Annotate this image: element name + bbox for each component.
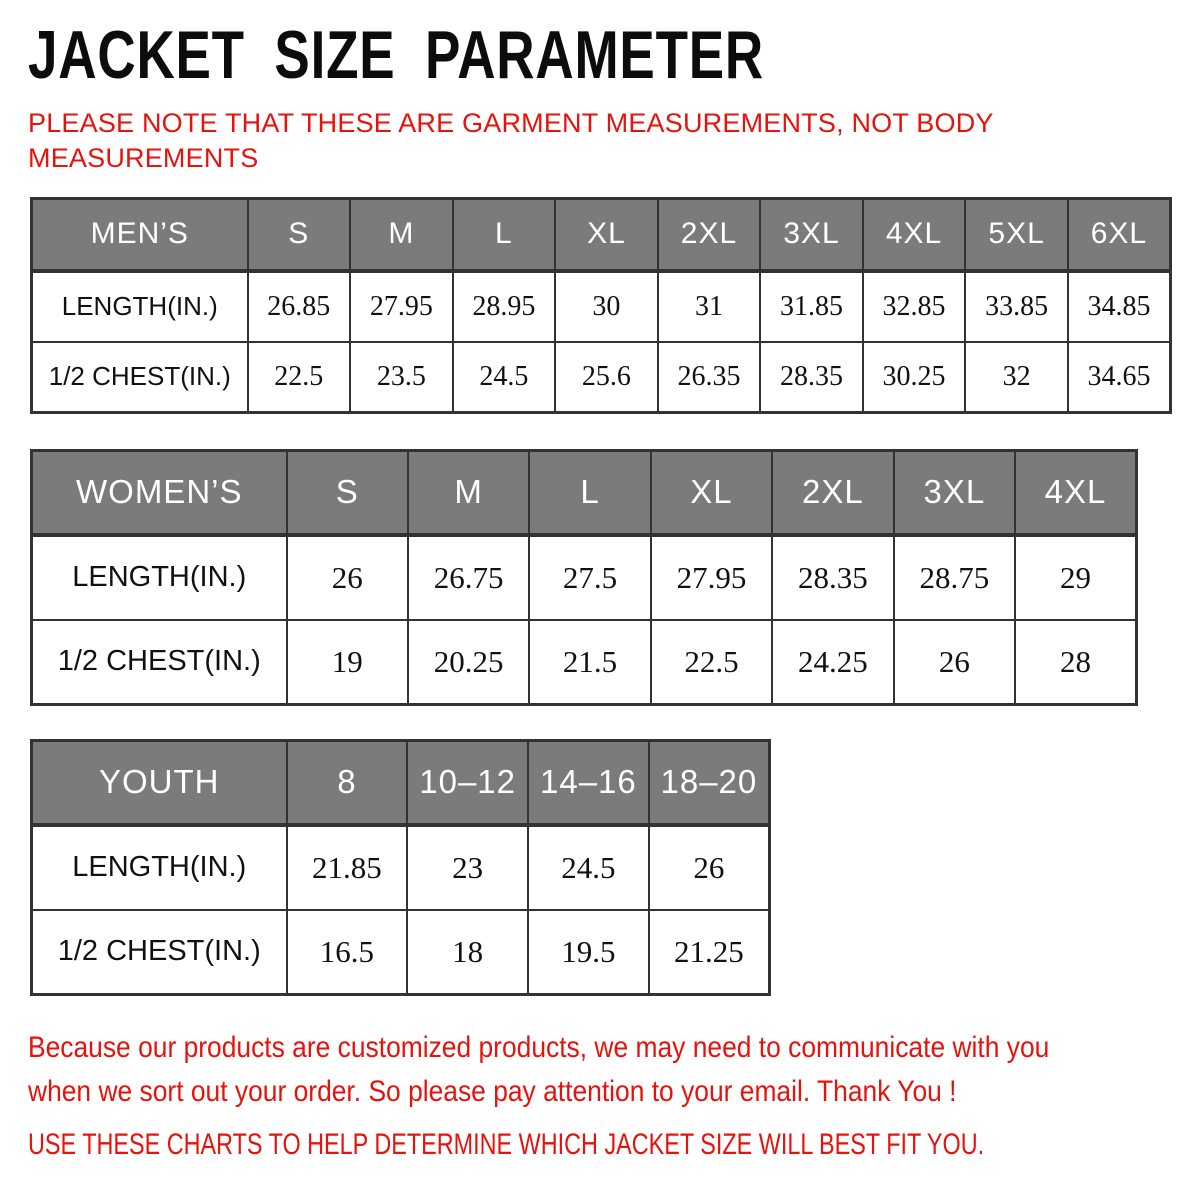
mens-table-title-cell: MEN’S [32, 199, 248, 271]
measurement-cell: 16.5 [287, 910, 408, 995]
size-header-cell: 10–12 [407, 741, 528, 825]
measurement-cell: 34.85 [1068, 271, 1171, 342]
youth-size-table [30, 739, 771, 996]
row-label-cell: LENGTH(IN.) [32, 825, 287, 910]
size-header-cell: M [350, 199, 453, 271]
size-header-cell: L [453, 199, 556, 271]
row-label-cell: 1/2 CHEST(IN.) [32, 910, 287, 995]
womens-table-title-cell: WOMEN’S [32, 451, 287, 535]
measurement-cell: 33.85 [965, 271, 1068, 342]
measurement-cell: 20.25 [408, 620, 529, 705]
measurement-cell: 34.65 [1068, 342, 1171, 413]
size-header-cell: 4XL [863, 199, 966, 271]
row-label-cell: 1/2 CHEST(IN.) [32, 342, 248, 413]
measurement-cell: 30 [555, 271, 658, 342]
measurement-cell: 24.5 [528, 825, 649, 910]
size-header-cell: S [248, 199, 351, 271]
mens-length-row [32, 271, 1171, 342]
measurement-cell: 28.35 [772, 535, 893, 620]
size-header-cell: XL [555, 199, 658, 271]
garment-measurement-note-line2: MEASUREMENTS [28, 143, 259, 173]
size-header-cell: M [408, 451, 529, 535]
size-header-cell: 18–20 [649, 741, 770, 825]
measurement-cell: 19 [287, 620, 408, 705]
measurement-cell: 27.5 [529, 535, 650, 620]
customization-notice [28, 1026, 1049, 1114]
measurement-cell: 28.95 [453, 271, 556, 342]
measurement-cell: 31 [658, 271, 761, 342]
mens-size-table [30, 197, 1172, 414]
measurement-cell: 24.25 [772, 620, 893, 705]
size-header-cell: L [529, 451, 650, 535]
page-title: JACKET SIZE PARAMETER [28, 17, 765, 93]
measurement-cell: 28.35 [760, 342, 863, 413]
measurement-cell: 29 [1015, 535, 1136, 620]
customization-notice-line1: Because our products are customized products, we may need to communicate with you [28, 1031, 1050, 1064]
garment-measurement-note-line1: PLEASE NOTE THAT THESE ARE GARMENT MEASUREMENTS, NOT BODY [28, 108, 994, 138]
measurement-cell: 22.5 [248, 342, 351, 413]
measurement-cell: 25.6 [555, 342, 658, 413]
measurement-cell: 26 [649, 825, 770, 910]
measurement-cell: 23.5 [350, 342, 453, 413]
measurement-cell: 30.25 [863, 342, 966, 413]
customization-notice-line2: when we sort out your order. So please pay attention to your email. Thank You ! [28, 1075, 957, 1108]
measurement-cell: 19.5 [528, 910, 649, 995]
size-header-cell: S [287, 451, 408, 535]
mens-chest-row [32, 342, 1171, 413]
garment-measurement-note [28, 106, 994, 176]
measurement-cell: 21.5 [529, 620, 650, 705]
youth-length-row [32, 825, 770, 910]
measurement-cell: 32.85 [863, 271, 966, 342]
measurement-cell: 28 [1015, 620, 1136, 705]
row-label-cell: LENGTH(IN.) [32, 535, 287, 620]
measurement-cell: 26 [287, 535, 408, 620]
size-header-cell: 2XL [772, 451, 893, 535]
youth-header-row [32, 741, 770, 825]
size-header-cell: 14–16 [528, 741, 649, 825]
measurement-cell: 26.85 [248, 271, 351, 342]
measurement-cell: 18 [407, 910, 528, 995]
measurement-cell: 21.85 [287, 825, 408, 910]
measurement-cell: 23 [407, 825, 528, 910]
measurement-cell: 27.95 [350, 271, 453, 342]
row-label-cell: 1/2 CHEST(IN.) [32, 620, 287, 705]
size-header-cell: XL [651, 451, 772, 535]
measurement-cell: 21.25 [649, 910, 770, 995]
size-header-cell: 8 [287, 741, 408, 825]
row-label-cell: LENGTH(IN.) [32, 271, 248, 342]
measurement-cell: 26.35 [658, 342, 761, 413]
measurement-cell: 28.75 [894, 535, 1015, 620]
mens-header-row [32, 199, 1171, 271]
measurement-cell: 26.75 [408, 535, 529, 620]
measurement-cell: 22.5 [651, 620, 772, 705]
womens-length-row [32, 535, 1137, 620]
size-header-cell: 5XL [965, 199, 1068, 271]
size-header-cell: 6XL [1068, 199, 1171, 271]
fit-guidance-note: USE THESE CHARTS TO HELP DETERMINE WHICH JACKET SIZE WILL BEST FIT YOU. [28, 1128, 985, 1161]
measurement-cell: 26 [894, 620, 1015, 705]
measurement-cell: 31.85 [760, 271, 863, 342]
womens-chest-row [32, 620, 1137, 705]
measurement-cell: 24.5 [453, 342, 556, 413]
size-header-cell: 4XL [1015, 451, 1136, 535]
youth-chest-row [32, 910, 770, 995]
youth-table-title-cell: YOUTH [32, 741, 287, 825]
measurement-cell: 27.95 [651, 535, 772, 620]
size-header-cell: 3XL [760, 199, 863, 271]
size-header-cell: 3XL [894, 451, 1015, 535]
womens-size-table [30, 449, 1138, 706]
size-header-cell: 2XL [658, 199, 761, 271]
measurement-cell: 32 [965, 342, 1068, 413]
womens-header-row [32, 451, 1137, 535]
